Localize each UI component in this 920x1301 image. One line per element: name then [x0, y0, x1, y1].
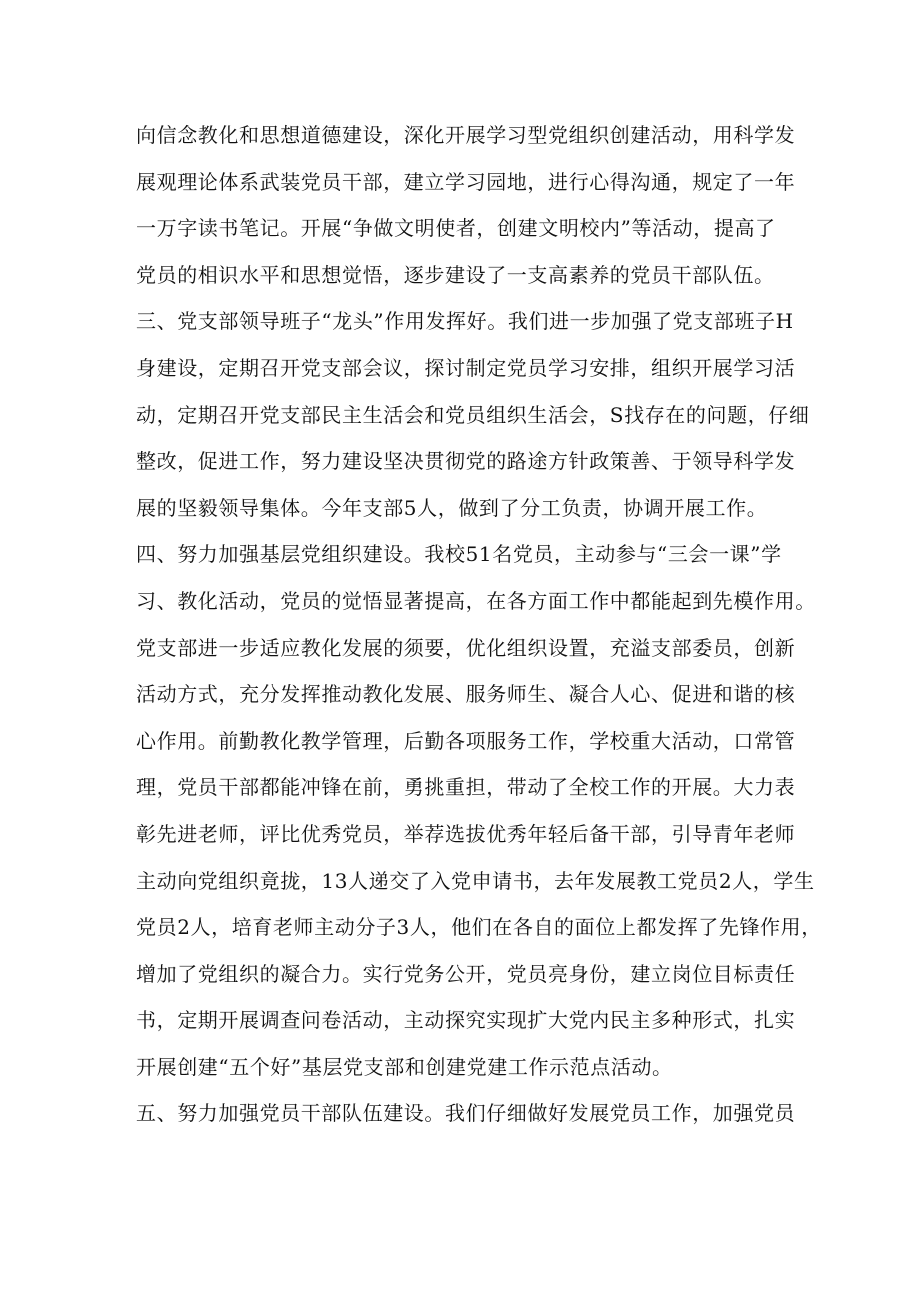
- text-line: 展观理论体系武装党员干部，建立学习园地，进行心得沟通，规定了一年: [136, 169, 796, 194]
- text-line: 增加了党组织的凝合力。实行党务公开，党员亮身份，建立岗位目标责任: [136, 961, 796, 986]
- text-line: 身建设，定期召开党支部会议，探讨制定党员学习安排，组织开展学习活: [136, 355, 796, 380]
- section-heading-line: 四、努力加强基层党组织建设。我校51名党员，主动参与“三会一课”学: [136, 542, 782, 567]
- text-line: 展的坚毅领导集体。今年支部5人，做到了分工负责，协调开展工作。: [136, 495, 768, 520]
- text-line: 党支部进一步适应教化发展的须要，优化组织设置，充溢支部委员，创新: [136, 635, 796, 660]
- text-line: 理，党员干部都能冲锋在前，勇挑重担，带动了全校工作的开展。大力表: [136, 775, 796, 800]
- text-line: 一万字读书笔记。开展“争做文明使者，创建文明校内”等活动，提高了: [136, 216, 776, 241]
- text-line: 心作用。前勤教化教学管理，后勤各项服务工作，学校重大活动，口常管: [136, 728, 796, 753]
- text-line: 开展创建“五个好”基层党支部和创建党建工作示范点活动。: [136, 1054, 673, 1079]
- section-heading-line: 三、党支部领导班子“龙头”作用发挥好。我们进一步加强了党支部班子H: [136, 309, 794, 334]
- text-line: 党员的相识水平和思想觉悟，逐步建设了一支高素养的党员干部队伍。: [136, 262, 775, 287]
- text-line: 活动方式，充分发挥推动教化发展、服务师生、凝合人心、促进和谐的核: [136, 682, 796, 707]
- body-text: [136, 112, 822, 1137]
- text-line: 向信念教化和思想道德建设，深化开展学习型党组织创建活动，用科学发: [136, 123, 796, 147]
- text-line: 书，定期开展调查问卷活动，主动探究实现扩大党内民主多种形式，扎实: [136, 1008, 796, 1033]
- text-line: 整改，促进工作，努力建设坚决贯彻党的路途方针政策善、于领导科学发: [136, 449, 796, 474]
- text-line: 主动向党组织竟拢，13人递交了入党申请书，去年发展教工党员2人，学生: [136, 868, 815, 893]
- text-line: 彰先进老师，评比优秀党员，举荐选拔优秀年轻后备干部，引导青年老师: [136, 821, 796, 846]
- text-line: 党员2人，培育老师主动分子3人，他们在各自的面位上都发挥了先锋作用，: [136, 915, 822, 940]
- section-heading-line: 五、努力加强党员干部队伍建设。我们仔细做好发展党员工作，加强党员: [136, 1101, 796, 1126]
- text-line: 动，定期召开党支部民主生活会和党员组织生活会，S找存在的问题，仔细: [136, 402, 810, 427]
- text-line: 习、教化活动，党员的觉悟显著提高，在各方面工作中都能起到先模作用。: [136, 588, 816, 613]
